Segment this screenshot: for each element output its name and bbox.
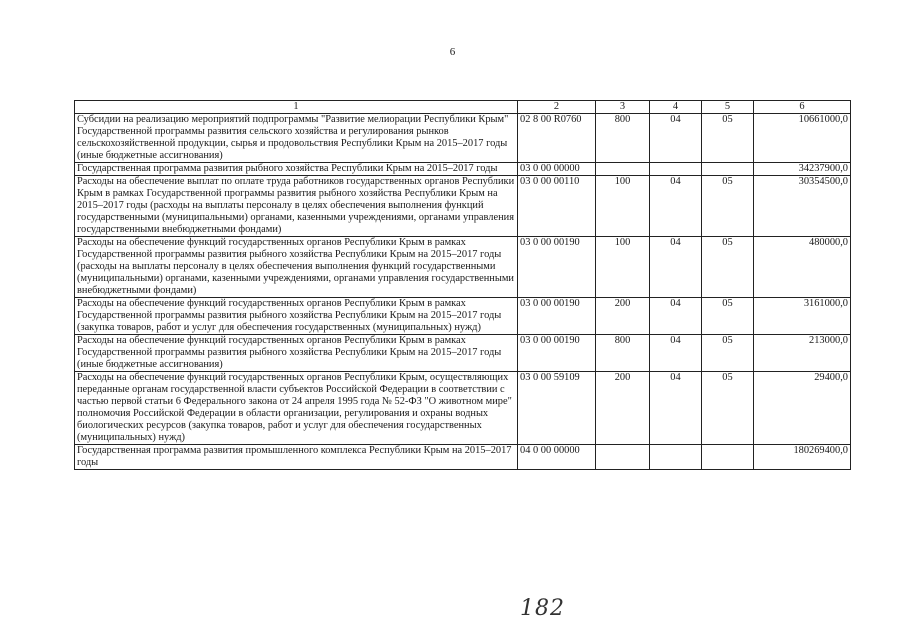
row-description: Государственная программа развития рыбного хозяйства Республики Крым на 2015–2017 годы <box>75 163 518 176</box>
row-section <box>650 445 702 470</box>
row-section: 04 <box>650 114 702 163</box>
budget-table <box>74 100 851 470</box>
row-section: 04 <box>650 335 702 372</box>
row-description: Расходы на обеспечение выплат по оплате труда работников государственных органов Республики Крым в рамках Государственной программы развития рыбного хозяйства Республики Крым на 2015–2017 годы (расходы на выплаты персоналу в целях обеспечения выполнения функций государственными (муниципальными) органами, казенными учреждениями, органами управления государственными внебюджетными фондами) <box>75 176 518 237</box>
row-description: Расходы на обеспечение функций государственных органов Республики Крым в рамках Государственной программы развития рыбного хозяйства Республики Крым на 2015–2017 годы (расходы на выплаты персоналу в целях обеспечения выполнения функций государственными (муниципальными) органами, казенными учреждениями, органами управления государственными внебюджетными фондами) <box>75 237 518 298</box>
row-code: 03 0 00 00190 <box>518 237 596 298</box>
row-description: Расходы на обеспечение функций государственных органов Республики Крым в рамках Государственной программы развития рыбного хозяйства Республики Крым на 2015–2017 годы (закупка товаров, работ и услуг для обеспечения государственных (муниципальных) нужд) <box>75 298 518 335</box>
row-code: 03 0 00 00000 <box>518 163 596 176</box>
table-header-row <box>75 101 851 114</box>
row-expense-type: 200 <box>596 372 650 445</box>
column-header-5: 5 <box>702 101 754 114</box>
row-section <box>650 163 702 176</box>
row-amount: 480000,0 <box>754 237 851 298</box>
handwritten-page-note: 182 <box>520 596 565 621</box>
table-row <box>75 445 851 470</box>
row-expense-type: 100 <box>596 176 650 237</box>
row-expense-type: 100 <box>596 237 650 298</box>
row-expense-type: 800 <box>596 114 650 163</box>
row-subsection: 05 <box>702 372 754 445</box>
row-section: 04 <box>650 298 702 335</box>
row-code: 03 0 00 00110 <box>518 176 596 237</box>
row-code: 03 0 00 59109 <box>518 372 596 445</box>
row-amount: 34237900,0 <box>754 163 851 176</box>
row-description: Государственная программа развития промышленного комплекса Республики Крым на 2015–2017 годы <box>75 445 518 470</box>
row-subsection: 05 <box>702 114 754 163</box>
row-amount: 3161000,0 <box>754 298 851 335</box>
table-row <box>75 335 851 372</box>
row-section: 04 <box>650 237 702 298</box>
column-header-3: 3 <box>596 101 650 114</box>
row-expense-type: 200 <box>596 298 650 335</box>
table-row <box>75 176 851 237</box>
row-amount: 30354500,0 <box>754 176 851 237</box>
row-description: Субсидии на реализацию мероприятий подпрограммы "Развитие мелиорации Республики Крым" Государственной программы развития сельского хозяйства и регулирования рынков сельскохозяйственной продукции, сырья и продовольствия Республики Крым на 2015–2017 годы (иные бюджетные ассигнования) <box>75 114 518 163</box>
row-expense-type <box>596 445 650 470</box>
row-code: 03 0 00 00190 <box>518 335 596 372</box>
row-code: 03 0 00 00190 <box>518 298 596 335</box>
row-amount: 180269400,0 <box>754 445 851 470</box>
table-row <box>75 114 851 163</box>
column-header-2: 2 <box>518 101 596 114</box>
table-row <box>75 163 851 176</box>
row-description: Расходы на обеспечение функций государственных органов Республики Крым, осуществляющих переданные органам государственной власти субъектов Российской Федерации в соответствии с частью первой статьи 6 Федерального закона от 24 апреля 1995 года № 52-ФЗ "О животном мире" полномочия Российской Федерации в области организации, регулирования и охраны водных биологических ресурсов (закупка товаров, работ и услуг для обеспечения государственных (муниципальных) нужд) <box>75 372 518 445</box>
row-section: 04 <box>650 176 702 237</box>
table-row <box>75 237 851 298</box>
column-header-6: 6 <box>754 101 851 114</box>
row-subsection <box>702 163 754 176</box>
column-header-1: 1 <box>75 101 518 114</box>
row-subsection: 05 <box>702 237 754 298</box>
row-subsection <box>702 445 754 470</box>
row-amount: 29400,0 <box>754 372 851 445</box>
row-expense-type: 800 <box>596 335 650 372</box>
row-expense-type <box>596 163 650 176</box>
page-number: 6 <box>449 46 456 58</box>
row-code: 04 0 00 00000 <box>518 445 596 470</box>
row-subsection: 05 <box>702 298 754 335</box>
row-subsection: 05 <box>702 335 754 372</box>
row-description: Расходы на обеспечение функций государственных органов Республики Крым в рамках Государственной программы развития рыбного хозяйства Республики Крым на 2015–2017 годы (иные бюджетные ассигнования) <box>75 335 518 372</box>
column-header-4: 4 <box>650 101 702 114</box>
table-row <box>75 298 851 335</box>
row-subsection: 05 <box>702 176 754 237</box>
table-row <box>75 372 851 445</box>
row-section: 04 <box>650 372 702 445</box>
row-code: 02 8 00 R0760 <box>518 114 596 163</box>
row-amount: 213000,0 <box>754 335 851 372</box>
row-amount: 10661000,0 <box>754 114 851 163</box>
